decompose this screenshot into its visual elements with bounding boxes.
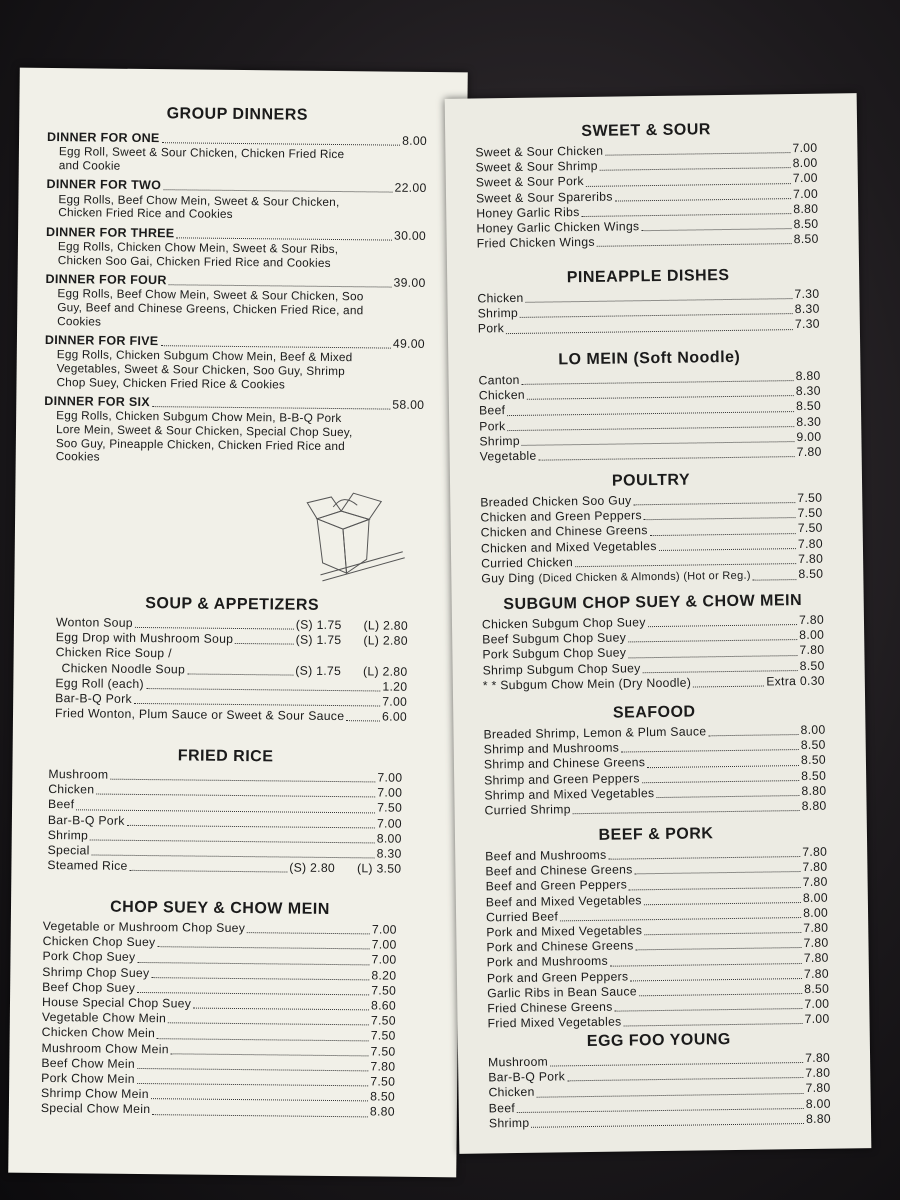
item-name: Beef [48,797,75,812]
item-name: Sweet & Sour Chicken [475,143,604,160]
item-name: Chicken Chow Mein [41,1025,156,1041]
item-price: 7.30 [794,317,820,332]
item-name: Mushroom [488,1054,549,1070]
seafood-section [483,702,827,819]
item-name: Chicken [478,388,526,403]
dinner-item [47,130,427,176]
egg-foo-young-list [488,1051,831,1132]
dinner-item [44,333,425,393]
item-price: 7.00 [382,694,408,709]
item-price: 8.80 [801,783,827,798]
item-name: Beef [478,403,506,418]
item-name: Shrimp and Mixed Vegetables [484,785,655,803]
item-price: 8.00 [805,1096,831,1111]
dinner-price: 22.00 [394,181,427,196]
item-price: 7.80 [805,1065,831,1081]
item-price: 7.80 [802,875,828,890]
dinner-description: Egg Rolls, Beef Chow Mein, Sweet & Sour Chicken, Chicken Fried Rice and Cookies [58,191,340,222]
item-price: 8.50 [793,231,819,247]
item-name: Beef and Chinese Greens [485,862,633,879]
item-price: 7.00 [792,186,819,201]
item-name: Pork [479,418,506,434]
item-name: Garlic Ribs in Bean Sauce [487,984,637,1001]
item-price: 8.00 [802,890,828,905]
item-price: 8.60 [371,998,397,1013]
item-price: 8.80 [801,798,827,814]
beef-pork-section [485,824,830,1032]
seafood-list [483,723,826,819]
dinner-name: DINNER FOR TWO [46,177,162,193]
item-name: Special [47,843,90,858]
subgum-title: SUBGUM CHOP SUEY & CHOW MEIN [503,591,803,614]
menu-row-steamed-rice [47,858,401,877]
item-name: Chicken and Green Peppers [480,508,642,525]
item-price: 7.00 [792,140,818,156]
item-name: Pork and Green Peppers [486,969,629,986]
item-price: 7.00 [804,1011,830,1027]
item-name: Beef and Mixed Vegetables [485,892,642,910]
item-price: 8.80 [793,201,819,216]
item-price: 8.20 [371,968,397,983]
item-price: 7.80 [370,1059,396,1074]
item-name: Shrimp [477,306,519,321]
dinner-price: 8.00 [402,133,428,148]
item-price: 7.80 [796,444,822,460]
item-name: Chicken [477,290,524,306]
item-price: 7.00 [792,171,818,186]
item-price: 8.30 [795,383,821,399]
dinner-description: Egg Roll, Sweet & Sour Chicken, Chicken Fried Rice and Cookie [58,144,345,173]
item-price: 7.00 [377,785,403,800]
item-price: 8.30 [376,846,402,861]
item-name: Fried Chinese Greens [487,999,613,1016]
pineapple-title: PINEAPPLE DISHES [566,266,730,287]
item-name: Pork [477,321,505,336]
item-name: Egg Roll (each) [55,675,144,691]
subgum-section [482,592,825,694]
fried-rice-section [47,746,402,877]
item-name: Beef Chop Suey [42,979,136,995]
item-price: 6.00 [382,709,408,724]
chicken-rice-soup-label: Chicken Rice Soup / [55,645,172,661]
fried-rice-title: FRIED RICE [177,747,274,766]
price-large: (L) 3.50 [356,861,402,876]
item-name: Curried Beef [485,909,559,925]
item-name: Fried Mixed Vegetables [487,1014,622,1031]
price-large: (L) 2.80 [363,633,408,648]
soup-title: SOUP & APPETIZERS [145,595,320,614]
item-price: 7.00 [377,770,403,785]
seafood-title: SEAFOOD [612,703,696,722]
chop-suey-list [41,919,397,1120]
item-name: Shrimp [488,1115,530,1131]
item-price: 7.80 [803,935,829,951]
item-name: Shrimp and Mushrooms [483,740,620,757]
item-price: 8.50 [798,566,824,582]
item-name: Vegetable or Mushroom Chop Suey [42,918,246,936]
price-large: (L) 2.80 [363,663,408,679]
group-dinners-list [44,130,427,468]
item-price: 8.80 [369,1104,395,1120]
item-name: Pork Chow Mein [41,1070,135,1086]
dinner-price: 39.00 [393,275,426,291]
item-price: 7.50 [371,983,397,998]
item-name: Shrimp [479,433,520,449]
dinner-name: DINNER FOR FOUR [45,272,167,288]
item-name: Shrimp and Green Peppers [484,770,640,788]
item-name: Sweet & Sour Spareribs [475,189,613,206]
menu-row-guy-ding [481,567,823,588]
dinner-price: 30.00 [393,228,427,243]
dinner-item [45,272,426,332]
item-name: Bar-B-Q Pork [488,1069,566,1085]
item-price: 7.80 [803,966,829,981]
item-price: 7.00 [376,816,402,831]
item-name: Beef Subgum Chop Suey [482,630,627,647]
item-name: Vegetable Chow Mein [41,1010,167,1026]
item-name: Shrimp Subgum Chop Suey [482,660,641,678]
item-name: Pork and Mixed Vegetables [486,923,643,940]
soup-section [55,594,408,725]
item-price: 7.50 [370,1044,396,1059]
item-name: Chicken Subgum Chop Suey [481,615,646,632]
item-price: 7.50 [370,1013,396,1028]
item-name: Bar-B-Q Pork [55,691,133,706]
item-price: 8.50 [804,981,830,996]
item-price: 7.80 [803,920,829,936]
dinner-item [44,394,425,468]
item-price: 1.20 [382,679,408,694]
price-small: (S) 1.75 [295,632,342,648]
poultry-list [480,491,823,572]
beef-pork-list [485,845,830,1032]
item-price: 9.00 [796,429,822,444]
item-name: Breaded Shrimp, Lemon & Plum Sauce [483,724,707,742]
item-name: Curried Shrimp [484,802,571,818]
item-price: 8.30 [794,301,820,317]
item-name: Sweet & Sour Shrimp [475,158,598,175]
price-small: (S) 2.80 [289,860,336,876]
dinner-description: Egg Rolls, Beef Chow Mein, Sweet & Sour Chicken, Soo Guy, Beef and Chinese Greens, Chicken Fried Rice, and Cookies [57,286,364,329]
pineapple-section [477,266,820,337]
item-price: Extra 0.30 [766,673,825,689]
item-price: 8.80 [795,368,821,384]
item-name: Beef and Green Peppers [485,877,628,894]
item-price: 8.50 [800,737,826,753]
item-name: Breaded Chicken Soo Guy [480,493,632,510]
item-name: Special Chow Mein [40,1101,151,1117]
item-name: Beef [488,1100,516,1116]
item-price: 7.80 [803,951,829,966]
dinner-price: 49.00 [392,336,425,352]
item-price: 8.80 [805,1111,832,1126]
price-small: (S) 1.75 [295,663,342,678]
item-price: 7.50 [370,1028,396,1044]
item-name: Chicken and Chinese Greens [480,523,648,540]
lo-mein-section [478,348,822,465]
item-price: 8.50 [800,753,827,768]
item-name: Mushroom Chow Mein [41,1040,169,1056]
item-name: Wonton Soup [55,615,134,630]
item-name: Beef and Mushrooms [485,847,607,864]
item-name: Egg Drop with Mushroom Soup [55,630,234,647]
item-price: 7.80 [805,1050,831,1065]
dinner-name: DINNER FOR SIX [44,394,150,410]
egg-foo-young-section [488,1030,831,1132]
chop-suey-title: CHOP SUEY & CHOW MEIN [110,898,330,918]
item-name: Sweet & Sour Pork [475,174,584,190]
item-price: 7.80 [797,536,823,551]
item-name: Chicken [488,1085,535,1100]
group-dinners-title: GROUP DINNERS [166,105,309,124]
sweet-sour-list [475,141,818,252]
item-name: Mushroom [48,767,109,782]
takeout-box-illustration [302,489,413,590]
item-name: Chicken Noodle Soup [61,660,186,677]
item-name: Pork Subgum Chop Suey [482,645,627,662]
item-name: Bar-B-Q Pork [47,812,125,828]
dinner-name: DINNER FOR FIVE [44,333,159,349]
item-price: 7.80 [798,612,825,628]
item-price: 7.50 [797,505,823,521]
item-price: 7.80 [798,551,824,566]
item-price: 7.80 [802,859,828,875]
item-name: Shrimp Chow Mein [40,1086,149,1102]
item-price: 7.00 [371,952,397,968]
dinner-description: Egg Rolls, Chicken Subgum Chow Mein, Beef & Mixed Vegetables, Sweet & Sour Chicken, Soo Guy, Shrimp Chop Suey, Chicken Fried Rice & Cookies [56,347,353,392]
poultry-title: POULTRY [611,471,691,490]
price-small: (S) 1.75 [295,617,342,633]
item-price: 7.50 [377,800,403,816]
item-price: 8.00 [376,831,402,846]
item-name: Pork and Chinese Greens [486,938,634,955]
item-price: 8.50 [795,399,822,414]
item-price: 7.00 [371,937,397,952]
dinner-item [46,177,426,223]
item-price: 7.00 [371,922,397,937]
item-price: 7.50 [370,1074,396,1089]
item-note: (Diced Chicken & Almonds) (Hot or Reg.) [538,569,751,585]
dinner-description: Egg Rolls, Chicken Chow Mein, Sweet & Sour Ribs, Chicken Soo Gai, Chicken Fried Rice and Cookies [57,239,339,270]
dinner-name: DINNER FOR THREE [46,224,175,241]
beef-pork-title: BEEF & PORK [598,825,714,844]
fried-rice-list [48,767,403,862]
item-price: 7.80 [805,1081,831,1096]
item-price: 8.00 [800,722,826,738]
lo-mein-title: LO MEIN (Soft Noodle) [558,348,741,369]
dinner-price: 58.00 [392,397,425,413]
item-name: Honey Garlic Chicken Wings [476,219,640,236]
dinner-description: Egg Rolls, Chicken Subgum Chow Mein, B-B-Q Pork Lore Mein, Sweet & Sour Chicken, Special Chop Suey, Soo Guy, Pineapple Chicken, Chicken Fried Rice and Cookies [55,408,353,464]
item-name: Vegetable [479,448,537,464]
lo-mein-list [478,369,821,465]
item-price: 7.50 [797,521,823,536]
item-price: 8.00 [803,905,829,920]
item-price: 7.80 [802,844,828,860]
item-price: 8.50 [793,216,819,232]
item-name: Chicken and Mixed Vegetables [480,538,657,556]
item-name: Chicken Chop Suey [42,934,156,950]
item-name: Shrimp and Chinese Greens [483,755,646,772]
item-name: Canton [478,372,520,388]
group-dinners-section [44,104,428,473]
menu-row-fried-wonton [55,706,407,725]
item-price: 8.50 [801,768,827,783]
price-large: (L) 2.80 [363,618,409,633]
item-name: Shrimp Chop Suey [42,964,150,980]
item-price: 8.30 [796,414,822,429]
item-price: 7.30 [794,286,820,302]
item-name: * * Subgum Chow Mein (Dry Noodle) [482,675,692,693]
item-name: Beef Chow Mein [41,1055,136,1071]
item-name: Steamed Rice [47,858,128,874]
item-name: Fried Wonton, Plum Sauce or Sweet & Sour Sauce [54,706,345,724]
subgum-list [482,613,825,679]
item-name: Shrimp [47,827,89,843]
menu-left-panel [8,68,468,1178]
item-name: Pork Chop Suey [42,949,136,965]
item-price: 8.00 [792,155,818,171]
item-name: Pork and Mushrooms [486,954,609,970]
item-name: Guy Ding [481,570,535,586]
menu-right-panel [445,93,872,1154]
dinner-name: DINNER FOR ONE [47,129,160,146]
item-name: Chicken [48,782,95,797]
pineapple-list [477,287,820,337]
item-name: Fried Chicken Wings [476,235,595,251]
item-price: 8.00 [799,627,825,643]
menu-row [41,1101,395,1120]
item-price: 7.00 [804,996,830,1012]
dinner-item [46,225,426,271]
item-price: 7.50 [797,490,823,506]
sweet-sour-title: SWEET & SOUR [581,121,712,141]
chop-suey-section [41,898,397,1120]
poultry-section [480,470,824,588]
item-price: 8.50 [799,658,825,673]
item-name: House Special Chop Suey [41,994,192,1011]
sweet-sour-section [475,120,819,252]
item-name: Honey Garlic Ribs [476,204,580,221]
egg-foo-young-title: EGG FOO YOUNG [586,1031,731,1051]
item-price: 7.80 [799,643,825,658]
item-price: 8.50 [370,1089,396,1104]
item-name: Curried Chicken [481,554,574,571]
